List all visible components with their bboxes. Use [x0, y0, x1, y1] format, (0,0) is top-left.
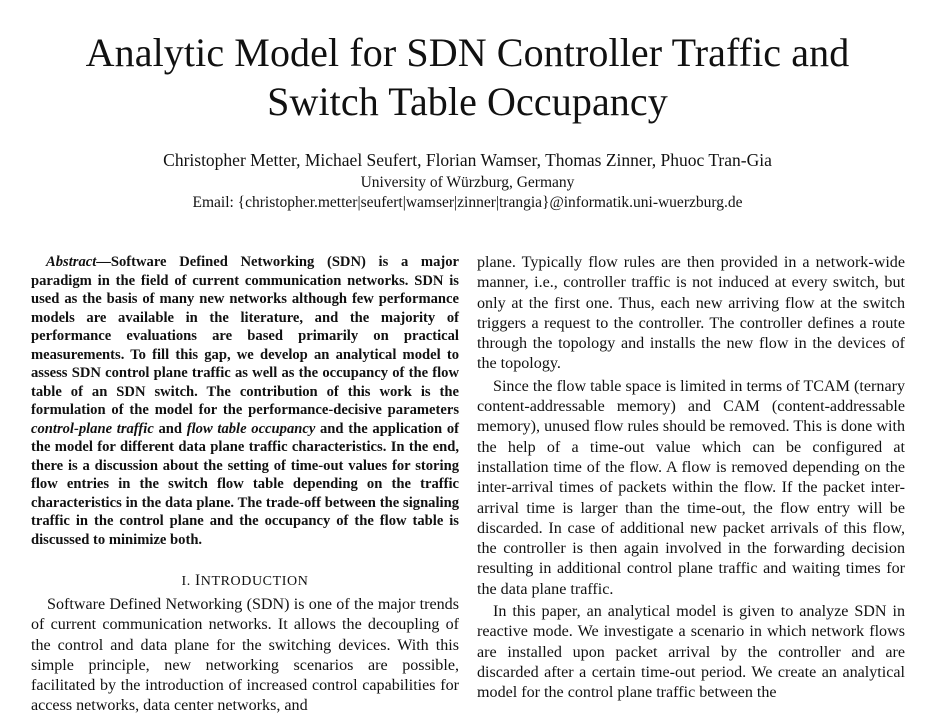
section-numeral: I.	[181, 574, 195, 589]
paper-title-line-1: Analytic Model for SDN Controller Traffic and	[85, 30, 850, 75]
abstract-text-2: and	[153, 420, 187, 437]
paper-title-line-2: Switch Table Occupancy	[267, 79, 668, 124]
abstract	[31, 253, 459, 549]
author-email: Email: {christopher.metter|seufert|wamser|zinner|trangia}@informatik.uni-wuerzburg.de	[192, 194, 743, 211]
intro-paragraph-this-paper: In this paper, an analytical model is given to analyze SDN in reactive mode. We investigate a scenario in which network flows are installed upon packet arrival by the controller and are discarded after a certain time-out period. We create an analytical model for the control plane traffic between the	[477, 603, 905, 702]
left-column	[31, 253, 459, 717]
affiliation: University of Würzburg, Germany	[360, 174, 575, 191]
abstract-text-1: Software Defined Networking (SDN) is a major paradigm in the field of current communication networks. SDN is used as the basis of many new networks although few performance models are available in the literature, and the majority of performance evaluations are based primarily on practical measurements. To fill this gap, we develop an analytical model to assess SDN control plane traffic as well as the occupancy of the flow table of an SDN switch. The contribution of this work is the formulation of the model for the performance-decisive parameters	[31, 254, 459, 418]
right-column	[477, 253, 905, 704]
abstract-label: Abstract	[46, 254, 97, 270]
intro-paragraph-1: Software Defined Networking (SDN) is one of the major trends of current communication networks. It allows the decoupling of the control and data plane for the switching devices. With this simple principle, new networking scenarios are possible, facilitated by the introduction of increased control capabilities for access networks, data center networks, and	[31, 596, 459, 715]
intro-paragraph-flow-table: Since the flow table space is limited in terms of TCAM (ternary content-addressable memory) and CAM (content-addressable memory), unused flow rules should be removed. This is done with the help of a time-out value which can be configured at installation time of the flow. A flow is removed depending on the inter-arrival times of packets within the flow. If the packet inter-arrival time is larger than the time-out, the flow entry will be discarded. In case of additional new packet arrivals of this flow, the controller is then again involved in the forwarding decision resulting in additional control plane traffic and waiting times for the data plane traffic.	[477, 377, 905, 598]
abstract-emphasis-control-plane: control-plane traffic	[31, 420, 154, 437]
section-title-rest: NTRODUCTION	[200, 574, 309, 589]
section-heading-introduction	[31, 571, 459, 592]
abstract-dash: —	[96, 254, 111, 270]
abstract-emphasis-flow-table: flow table occupancy	[186, 420, 316, 437]
section-first-letter: I	[194, 572, 201, 589]
paper-title	[0, 28, 935, 126]
intro-paragraph-continued: plane. Typically flow rules are then provided in a network-wide manner, i.e., controller traffic is not induced at every switch, but only at the first one. Thus, each new arriving flow at the switch triggers a request to the controller. The controller defines a route through the topology and installs the new flow in the devices of the topology.	[477, 254, 905, 373]
abstract-text-3: and the application of the model for different data plane traffic characteristics. In the end, there is a discussion about the setting of time-out values for storing flow entries in the switch flow table depending on the traffic characteristics in the data plane. The trade-off between the signaling traffic in the control plane and the occupancy of the flow table is discussed to minimize both.	[31, 420, 459, 548]
author-list: Christopher Metter, Michael Seufert, Florian Wamser, Thomas Zinner, Phuoc Tran-Gia	[163, 150, 772, 170]
